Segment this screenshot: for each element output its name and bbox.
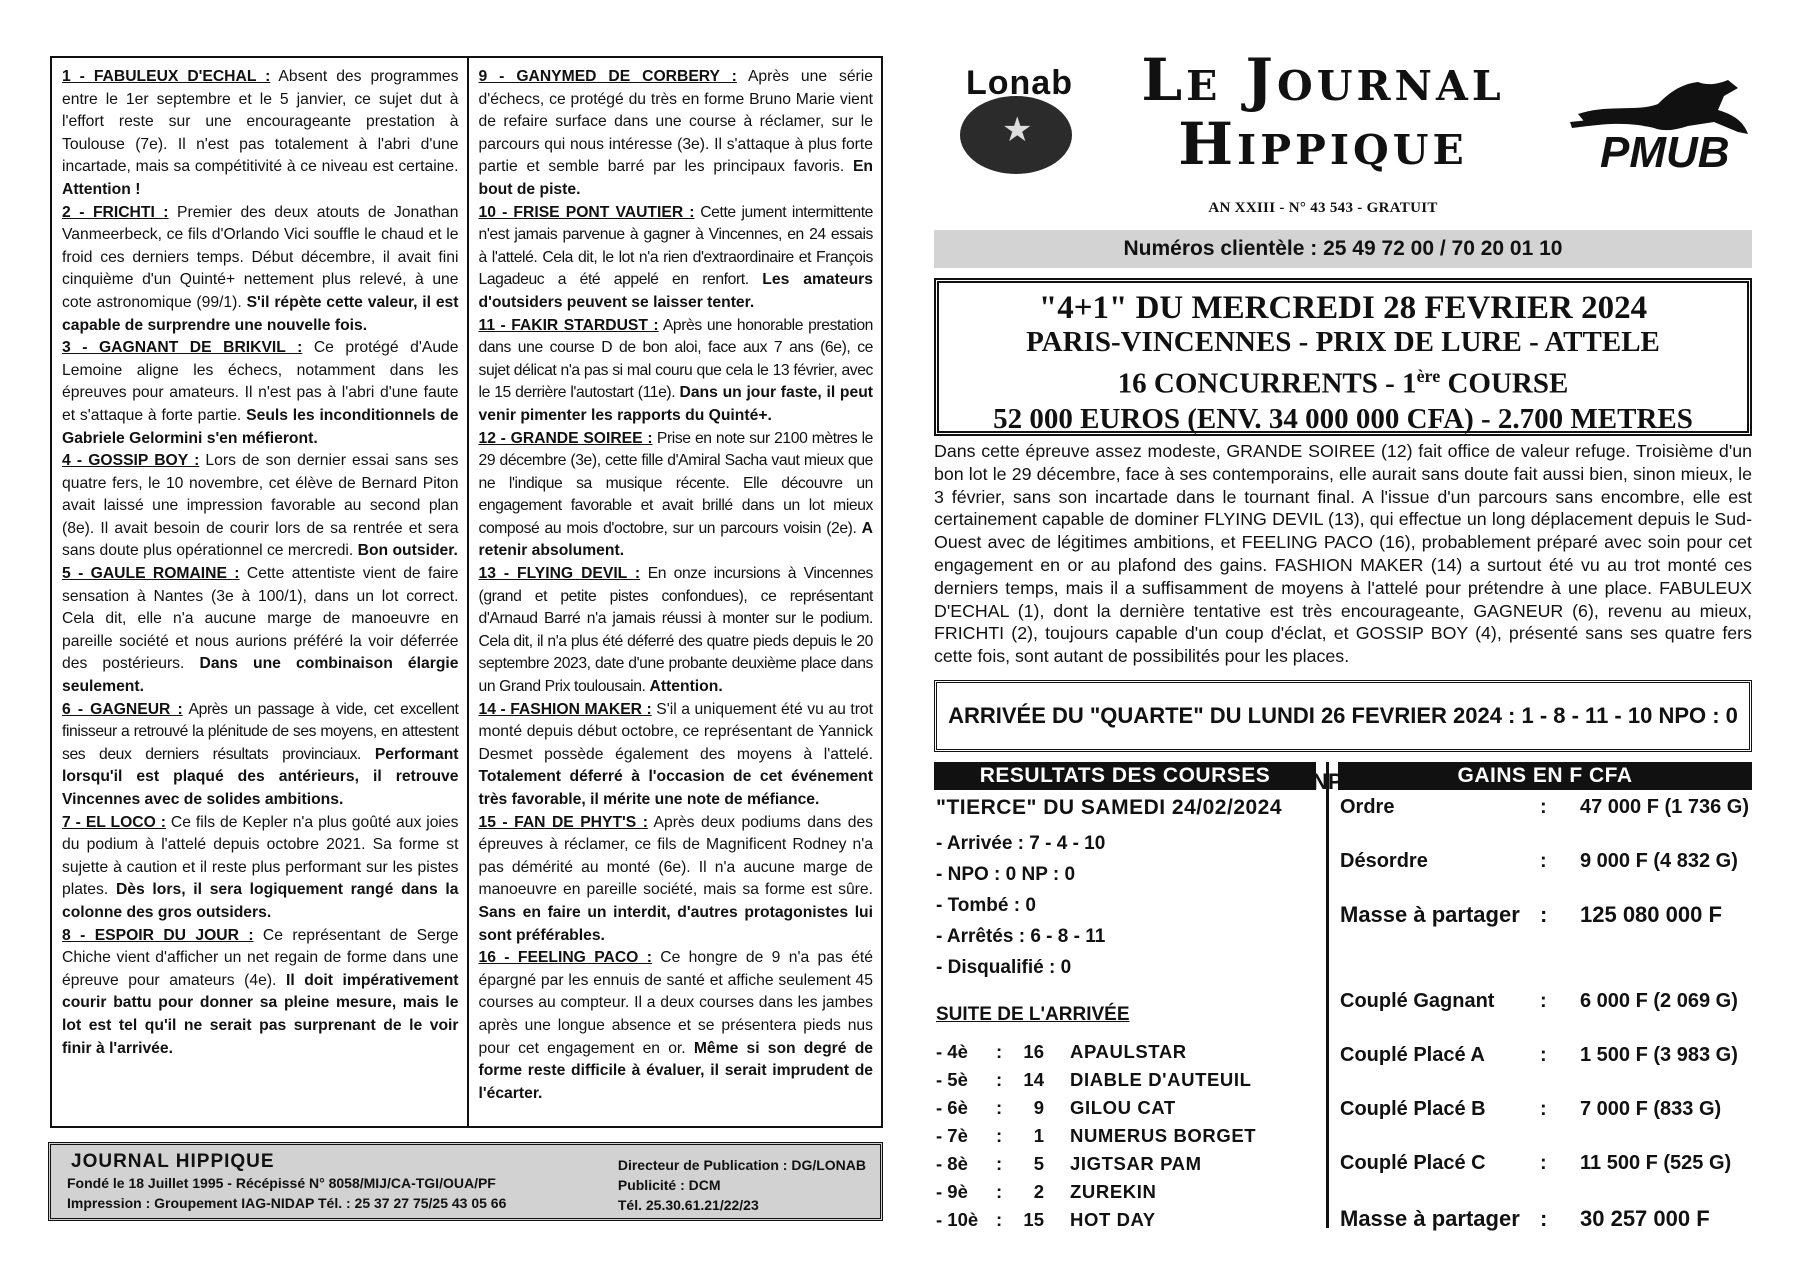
horse-entry: 5 - GAULE ROMAINE : Cette attentiste vient de faire sensation à Nantes (3e à 100/1), dans un lot correct. Cela dit, elle n'a aucune marge de manoeuvre en pareille société et nous aurions préféré la voir déferrée des postérieurs. Dans une combinaison élargie seulement. <box>62 565 459 696</box>
horse-entry: 11 - FAKIR STARDUST : Après une honorable prestation dans une course D de bon aloi, face aux 7 ans (6e), ce sujet délicat n'a pas si mal couru que cela le 13 février, avec le 15 derrière l'autostart (11e). Dans un jour faste, il peut venir pimenter les rapports du Quinté+. <box>478 316 874 424</box>
result-line: - Disqualifié : 0 <box>936 957 1072 978</box>
star-icon: ★ <box>1002 111 1033 149</box>
predictions-panel <box>50 56 883 1128</box>
result-line: - NPO : 0 NP : 0 <box>936 864 1076 885</box>
horse-entry: 10 - FRISE PONT VAUTIER : Cette jument intermittente n'est jamais parvenue à gagner à Vincennes, en 24 essais à l'attelé. Cela dit, le lot n'a rien d'extraordinaire et François Lagadeuc a été appelé en renfort. Les amateurs d'outsiders peuvent se laisser tenter. <box>478 203 874 311</box>
race-purse: 52 000 EUROS (ENV. 34 000 000 CFA) - 2.700 METRES <box>993 402 1693 435</box>
suite-row: - 10è : 15 HOT DAY <box>936 1209 1156 1230</box>
gain-row: Ordre : 47 000 F (1 736 G) <box>1340 796 1749 818</box>
gains-header: GAINS EN F CFA <box>1338 762 1752 790</box>
horse-entry: 3 - GAGNANT DE BRIKVIL : Ce protégé d'Aude Lemoine aligne les échecs, notamment dans les épreuves pour amateurs. Il n'est pas à l'abri d'une faute et s'attaque à forte partie. Seuls les inconditionnels de Gabriele Gelormini s'en méfieront. <box>62 339 459 447</box>
horse-entry: 15 - FAN DE PHYT'S : Après deux podiums dans des épreuves à réclamer, ce fils de Magnificent Rodney n'a pas démérité au monté (6e). Il n'a aucune marge de manoeuvre en pareille société, mais sa forme est sûre. Sans en faire un interdit, d'autres protagonistes lui sont préférables. <box>478 813 874 944</box>
gain-row: Couplé Placé B : 7 000 F (833 G) <box>1340 1098 1722 1120</box>
result-line: - Arrivée : 7 - 4 - 10 <box>936 833 1106 854</box>
results-header: RESULTATS DES COURSES <box>934 762 1316 790</box>
horse-entry: 12 - GRANDE SOIREE : Prise en note sur 2100 mètres le 29 décembre (3e), cette fille d'Amiral Sacha vaut mieux que ne l'indique sa musique récente. Elle découvre un engagement favorable et avait brillé dans un lot mieux composé au mois d'octobre, sur un parcours voisin (2e). A retenir absolument. <box>478 429 873 560</box>
gain-row: Couplé Gagnant : 6 000 F (2 069 G) <box>1340 990 1738 1012</box>
horse-entry: 8 - ESPOIR DU JOUR : Ce représentant de Serge Chiche vient d'afficher un net regain de forme dans une épreuve pour amateurs (4e). Il doit impérativement courir battu pour donner sa pleine mesure, mais le lot est tel qu'il ne serait pas surprenant de le voir finir à l'arrivée. <box>62 926 459 1057</box>
suite-row: - 4è : 16 APAULSTAR <box>936 1041 1187 1062</box>
horse-entry: 2 - FRICHTI : Premier des deux atouts de Jonathan Vanmeerbeck, ce fils d'Orlando Vici souffle le chaud et le froid ces derniers temps. Début décembre, il avait fini cinquième d'un Quinté+ nettement plus relevé, à une cote astronomique (99/1). S'il répète cette valeur, il est capable de surprendre une nouvelle fois. <box>62 203 459 334</box>
lonab-logo-text: Lonab <box>966 64 1073 102</box>
publication-footer <box>48 1142 883 1221</box>
horse-entry: 7 - EL LOCO : Ce fils de Kepler n'a plus goûté aux joies du podium à l'attelé depuis octobre 2021. Sa forme st sujette à caution et il reste plus performant sur les pistes plates. Dès lors, il sera logiquement rangé dans la colonne des gros outsiders. <box>62 813 459 921</box>
tierce-results <box>936 828 1105 983</box>
pmub-logo-text: PMUB <box>1600 128 1730 177</box>
tierce-title: "TIERCE" DU SAMEDI 24/02/2024 <box>936 796 1283 819</box>
gain-row: Masse à partager : 125 080 000 F <box>1340 902 1722 927</box>
result-line: - Arrêtés : 6 - 8 - 11 <box>936 926 1106 947</box>
race-runners: 16 CONCURRENTS - 1ère COURSE <box>1117 366 1569 400</box>
race-venue: PARIS-VINCENNES - PRIX DE LURE - ATTELE <box>1026 326 1660 358</box>
horse-entry: 13 - FLYING DEVIL : En onze incursions à Vincennes (grand et petite pistes confondues), ce représentant d'Arnaud Barré n'a jamais réussi à monter sur le podium. Cela dit, il n'a plus été déferré des quatre pieds depuis le 20 septembre 2023, date d'une probante deuxième place dans un Grand Prix toulousain. Attention. <box>478 565 873 696</box>
footer-founded: Fondé le 18 Juillet 1995 - Récépissé N° 8058/MIJ/CA-TGI/OUA/PF <box>67 1175 496 1191</box>
footer-printing: Impression : Groupement IAG-NIDAP Tél. : 25 37 27 75/25 43 05 66 <box>67 1195 507 1211</box>
suite-row: - 9è : 2 ZUREKIN <box>936 1181 1157 1202</box>
client-numbers: Numéros clientèle : 25 49 72 00 / 70 20 01 10 <box>934 230 1752 268</box>
predictions-column-2 <box>467 58 882 1126</box>
horse-entry: 6 - GAGNEUR : Après un passage à vide, cet excellent finisseur a retrouvé la plénitude de ses moyens, en attestent ses deux derniers résultats provinciaux. Performant lorsqu'il est plaqué des antérieurs, il retrouve Vincennes avec de solides ambitions. <box>62 700 459 808</box>
horse-entry: 16 - FEELING PACO : Ce hongre de 9 n'a pas été épargné par les ennuis de santé et affiche seulement 45 courses au compteur. Il a deux courses dans les jambes après une longue absence et se présentera pieds nus pour cet engagement en or. Même si son degré de forme reste difficile à évaluer, il serait imprudent de l'écarter. <box>478 949 873 1102</box>
footer-director: Directeur de Publication : DG/LONAB <box>617 1157 866 1173</box>
horse-entry: 4 - GOSSIP BOY : Lors de son dernier essai sans ses quatre fers, le 10 novembre, cet élève de Bernard Piton avait laissé une impression favorable au second plan (8e). Il avait besoin de courir lors de sa rentrée et sera sans doute plus opérationnel ce mercredi. Bon outsider. <box>62 452 459 560</box>
suite-row: - 5è : 14 DIABLE D'AUTEUIL <box>936 1069 1252 1090</box>
journal-title: Le Journal Hippique <box>1141 46 1505 178</box>
footer-right <box>618 1151 866 1218</box>
quarte-result: ARRIVÉE DU "QUARTE" DU LUNDI 26 FEVRIER 2024 : 1 - 8 - 11 - 10 NPO : 0 <box>934 680 1752 752</box>
race-summary: Dans cette épreuve assez modeste, GRANDE SOIREE (12) fait office de valeur refuge. Troisième d'un bon lot le 29 décembre, face à ses contemporains, elle aurait sans doute fait aussi bien, sinon mieux, le 3 février, sans son incartade dans le tournant final. A l'issue d'un parcours sans encombre, elle est certainement capable de dominer FLYING DEVIL (13), qui effectue un long déplacement depuis le Sud-Ouest avec de légitimes ambitions, et FEELING PACO (16), probablement préparé avec soin pour cet engagement en or au plafond des gains. FASHION MAKER (14) a surtout été vu au trot monté ces derniers temps, mais il a suffisamment de moyens à l'attelé pour prétendre à une place. FABULEUX D'ECHAL (1), dont la dernière tentative est très encourageante, GAGNEUR (6), revenu au mieux, FRICHTI (2), toujours capable d'un coup d'éclat, et GOSSIP BOY (4), présenté sans ses quatre fers cette fois, sont autant de possibilités pour les places. <box>934 441 1752 667</box>
suite-title: SUITE DE L'ARRIVÉE <box>936 1004 1130 1025</box>
horse-entry: 9 - GANYMED DE CORBERY : Après une série d'échecs, ce protégé du très en forme Bruno Marie vient de refaire surface dans une course à réclamer, sur le parcours qui nous intéresse (3e). Il s'attaque à plus forte partie et semble barré par les principaux favoris. En bout de piste. <box>478 68 873 198</box>
suite-row: - 6è : 9 GILOU CAT <box>936 1097 1176 1118</box>
footer-left <box>67 1151 506 1218</box>
footer-phone: Tél. 25.30.61.21/22/23 <box>617 1197 759 1213</box>
predictions-column-1 <box>52 58 467 1126</box>
gain-row: Couplé Placé C : 11 500 F (525 G) <box>1340 1152 1732 1174</box>
issue-number: AN XXIII - N° 43 543 - GRATUIT <box>1208 200 1438 216</box>
race-title: "4+1" DU MERCREDI 28 FEVRIER 2024 <box>1038 290 1648 326</box>
result-line: - Tombé : 0 <box>936 895 1036 916</box>
gain-row: Masse à partager : 30 257 000 F <box>1340 1206 1710 1231</box>
horse-entry: 14 - FASHION MAKER : S'il a uniquement été vu au trot monté depuis début octobre, ce représentant de Yannick Desmet possède également des moyens à l'attelé. Totalement déferré à l'occasion de cet événement très favorable, il mérite une note de méfiance. <box>478 700 874 808</box>
suite-row: - 7è : 1 NUMERUS BORGET <box>936 1125 1257 1146</box>
column-divider <box>1326 762 1329 1228</box>
race-info-box <box>934 278 1752 436</box>
gain-row: Désordre : 9 000 F (4 832 G) <box>1340 850 1738 872</box>
horse-entry: 1 - FABULEUX D'ECHAL : Absent des programmes entre le 1er septembre et le 5 janvier, ce sujet dut à l'effort reste sur une encourageante prestation à Toulouse (7e). Il n'est pas totalement à l'abri d'une incartade, mais sa compétitivité à ce niveau est certaine. Attention ! <box>62 68 459 198</box>
gain-row: Couplé Placé A : 1 500 F (3 983 G) <box>1340 1044 1738 1066</box>
suite-row: - 8è : 5 JIGTSAR PAM <box>936 1153 1202 1174</box>
footer-advertising: Publicité : DCM <box>617 1177 721 1193</box>
suite-list <box>936 1038 1256 1234</box>
footer-journal-name: JOURNAL HIPPIQUE <box>71 1151 275 1172</box>
